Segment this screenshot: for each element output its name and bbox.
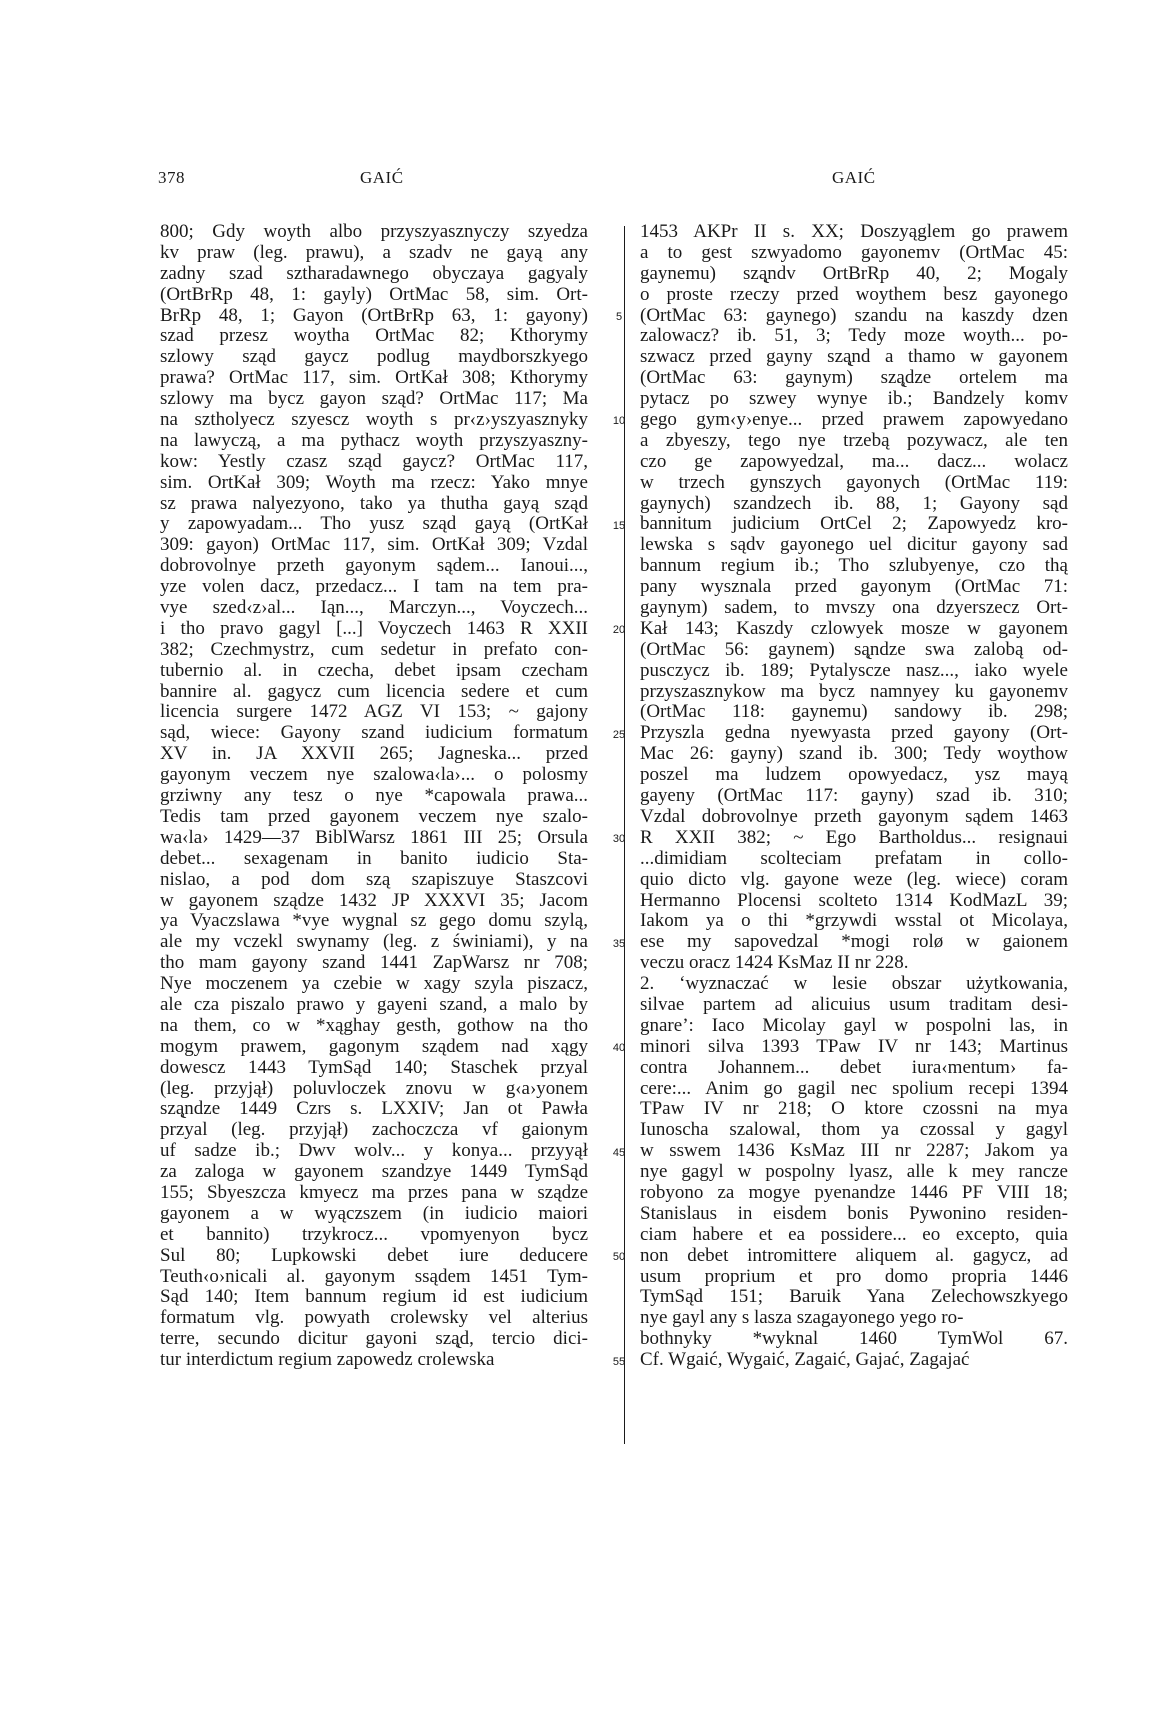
text-line: debet... sexagenam in banito iudicio Sta- — [160, 848, 588, 869]
text-line: prawa? OrtMac 117, sim. OrtKał 308; Kthorymy — [160, 368, 588, 389]
text-line: zadny szad sztharadawnego obyczaya gagyaly — [160, 263, 588, 284]
text-line: lewska s sądv gayonego uel dicitur gayony sad — [640, 535, 1068, 556]
text-line: ciam habere et ea possidere... eo excepto, quia — [640, 1224, 1068, 1245]
text-line: sim. OrtKał 309; Woyth ma rzecz: Yako mnye — [160, 472, 588, 493]
text-line: silvae partem ad alicuius usum traditam desi- — [640, 994, 1068, 1015]
text-line: 1453 AKPr II s. XX; Doszyąglem go prawem — [640, 222, 1068, 242]
text-line: XV in. JA XXVII 265; Jagneska... przed — [160, 744, 588, 765]
text-line: Mac 26: gayny) szand ib. 300; Tedy woythow — [640, 744, 1068, 765]
text-line: quio dicto vlg. gayone weze (leg. wiece) coram — [640, 869, 1068, 890]
text-line: uf sadze ib.; Dwv wolv... y konya... przyyął — [160, 1141, 588, 1162]
text-line: Hermanno Plocensi scolteto 1314 KodMazL 39; — [640, 890, 1068, 911]
text-line: Stanislaus in eisdem bonis Pywonino residen- — [640, 1203, 1068, 1224]
text-line: Kał 143; Kaszdy czlowyek mosze w gayonem — [640, 618, 1068, 639]
text-line: kow: Yestly czasz sząd gaycz? OrtMac 117, — [160, 451, 588, 472]
text-line: 155; Sbyeszcza kmyecz ma przes pana w sządze — [160, 1182, 588, 1203]
text-line: veczu oracz 1424 KsMaz II nr 228. — [640, 953, 909, 974]
text-line: ale cza piszalo prawo y gayeni szand, a malo by — [160, 994, 588, 1015]
text-line: szą̨ndze 1449 Czrs s. LXXIV; Jan ot Pawła — [160, 1099, 588, 1120]
text-line: Iakom ya o thi *grzywdi wsstal ot Micolaya, — [640, 911, 1068, 932]
text-line: licencia surgere 1472 AGZ VI 153; ~ gajony — [160, 702, 588, 723]
text-line: Sul 80; Lupkowski debet iure deducere — [160, 1245, 588, 1266]
right-column — [640, 222, 1068, 1371]
line-number: 5 — [615, 310, 623, 323]
text-line: bannum regium ib.; Tho szlubyenye, czo thą — [640, 556, 1068, 577]
text-line: cere:... Anim go gagil nec spolium recepi 1394 — [640, 1078, 1068, 1099]
text-line: ...dimidiam scolteciam prefatam in collo- — [640, 848, 1068, 869]
text-line: gaynym) sadem, to mvszy ona dzyerszecz Ort- — [640, 598, 1068, 619]
text-line: y zapowyadam... Tho yusz sząd gayą (OrtKał — [160, 514, 588, 535]
text-line: mogym prawem, gagonym sządem nad xągy — [160, 1036, 588, 1057]
text-line: i tho pravo gagyl [...] Voyczech 1463 R XXII — [160, 618, 588, 639]
text-line: TymSąd 151; Baruik Yana Zelechowszkyego — [640, 1287, 1068, 1308]
line-number: 55 — [612, 1355, 626, 1368]
text-line: zalowacz? ib. 51, 3; Tedy moze woyth... po- — [640, 326, 1068, 347]
running-head-left: GAIĆ — [360, 168, 404, 187]
text-line: tho mam gayony szand 1441 ZapWarsz nr 708; — [160, 953, 588, 974]
text-line: Cf. Wgaić, Wygaić, Zagaić, Gajać, Zagajać — [640, 1350, 970, 1371]
text-line: poszel ma ludzem opowyedacz, ysz mayą — [640, 765, 1068, 786]
text-line: tur interdictum regium zapowedz crolewska — [160, 1350, 495, 1371]
text-line: pany wysznala przed gayonym (OrtMac 71: — [640, 577, 1068, 598]
text-line: gayonem a w wyączszem (in iudicio maiori — [160, 1203, 588, 1224]
text-line: non debet intromittere aliquem al. gagycz, ad — [640, 1245, 1068, 1266]
text-line: pusczycz ib. 189; Pytalyscze nasz..., iako wyele — [640, 660, 1068, 681]
text-line: a to gest szwyadomo gayonemv (OrtMac 45: — [640, 242, 1068, 263]
line-number: 25 — [612, 728, 626, 741]
text-line: pytacz po szwey wynye ib.; Bandzely komv — [640, 389, 1068, 410]
text-line: kv praw (leg. prawu), a szadv ne gayą any — [160, 242, 588, 263]
text-line: dowescz 1443 TymSąd 140; Staschek przyal — [160, 1057, 588, 1078]
text-line: nye gayl any s lasza szagayonego yego ro- — [640, 1308, 964, 1329]
line-number: 45 — [612, 1146, 626, 1159]
text-line: 382; Czechmystrz, cum sedetur in prefato con- — [160, 639, 588, 660]
text-line: przyszasznykow ma bycz namnyey ku gayonemv — [640, 681, 1068, 702]
text-line: na lawyczą, a ma pythacz woyth przyszyaszny- — [160, 430, 588, 451]
text-line: robyono za mogye pyenandze 1446 PF VIII 18; — [640, 1182, 1068, 1203]
text-line: wa‹la› 1429—37 BiblWarsz 1861 III 25; Orsula — [160, 827, 588, 848]
left-column — [160, 222, 588, 1371]
text-line: gayonym veczem nye szalowa‹la›... o polosmy — [160, 765, 588, 786]
text-line: w gayonem sządze 1432 JP XXXVI 35; Jacom — [160, 890, 588, 911]
text-line: contra Johannem... debet iura‹mentum› fa- — [640, 1057, 1068, 1078]
text-line: Tedis tam przed gayonem veczem nye szalo- — [160, 806, 588, 827]
text-line: 2. ‘wyznaczać w lesie obszar użytkowania, — [640, 974, 1068, 995]
text-line: grziwny any tesz o nye *capowala prawa... — [160, 786, 588, 807]
text-line: gaynemu) szą̨ndv OrtBrRp 40, 2; Mogaly — [640, 263, 1068, 284]
line-number: 30 — [612, 833, 626, 846]
text-line: bannire al. gagycz cum licencia sedere et cum — [160, 681, 588, 702]
line-number: 40 — [612, 1042, 626, 1055]
text-line: minori silva 1393 TPaw IV nr 143; Martinus — [640, 1036, 1068, 1057]
text-line: Przyszla gedna nyewyasta przed gayony (Ort- — [640, 723, 1068, 744]
text-line: nye gagyl w pospolny lyasz, alle k mey rancze — [640, 1162, 1068, 1183]
text-line: usum proprium et pro domo propria 1446 — [640, 1266, 1068, 1287]
text-line: Vzdal dobrovolnye przeth gayonym sądem 1463 — [640, 806, 1068, 827]
text-line: o proste rzeczy przed woythem besz gayonego — [640, 284, 1068, 305]
text-line: Nye moczenem ya czebie w xagy szyla piszacz, — [160, 974, 588, 995]
text-line: Sąd 140; Item bannum regium id est iudicium — [160, 1287, 588, 1308]
text-line: za zaloga w gayonem szandzye 1449 TymSąd — [160, 1162, 588, 1183]
text-line: na them, co w *xąghay gesth, gothow na tho — [160, 1015, 588, 1036]
running-head-right: GAIĆ — [832, 168, 876, 187]
text-line: sąd, wiece: Gayony szand iudicium formatum — [160, 723, 588, 744]
text-line: R XXII 382; ~ Ego Bartholdus... resignaui — [640, 827, 1068, 848]
text-line: a zbyeszy, tego nye trzebą pozywacz, ale ten — [640, 430, 1068, 451]
text-line: ya Vyaczslawa *vye wygnal sz gego domu szylą, — [160, 911, 588, 932]
text-line: gnare’: Iaco Micolay gayl w pospolni las, in — [640, 1015, 1068, 1036]
text-line: ale my vczekl swynamy (leg. z świniami), y na — [160, 932, 588, 953]
text-line: bannitum judicium OrtCel 2; Zapowyedz kro- — [640, 514, 1068, 535]
text-line: tubernio al. in czecha, debet ipsam czecham — [160, 660, 588, 681]
text-line: gayeny (OrtMac 117: gayny) szad ib. 310; — [640, 786, 1068, 807]
text-line: BrRp 48, 1; Gayon (OrtBrRp 63, 1: gayony) — [160, 305, 588, 326]
text-line: formatum vlg. powyath crolewsky vel alterius — [160, 1308, 588, 1329]
text-line: szad przesz woytha OrtMac 82; Kthorymy — [160, 326, 588, 347]
text-line: przyal (leg. przyjął) zachoczcza vf gaionym — [160, 1120, 588, 1141]
text-line: dobrovolnye przeth gayonym sądem... Ianoui..., — [160, 556, 588, 577]
text-line: terre, secundo dicitur gayoni szą̨d, tercio dici- — [160, 1329, 588, 1350]
line-number: 10 — [612, 415, 626, 428]
text-line: (OrtBrRp 48, 1: gayly) OrtMac 58, sim. Ort- — [160, 284, 588, 305]
text-line: w trzech gynszych gayonych (OrtMac 119: — [640, 472, 1068, 493]
text-line: 800; Gdy woyth albo przyszyasznyczy szyedza — [160, 222, 588, 242]
text-line: yze volen dacz, przedacz... I tam na tem pra- — [160, 577, 588, 598]
text-line: (OrtMac 56: gaynem) są̨ndze swa zalobą od- — [640, 639, 1068, 660]
line-number: 20 — [612, 624, 626, 637]
line-number: 35 — [612, 937, 626, 950]
text-line: vye szed‹z›al... Iąn..., Marczyn..., Voyczech... — [160, 598, 588, 619]
text-line: w sswem 1436 KsMaz III nr 2287; Jakom ya — [640, 1141, 1068, 1162]
line-number: 50 — [612, 1251, 626, 1264]
page-number: 378 — [158, 168, 185, 187]
text-line: szlowy sząd gaycz podlug maydborszkyego — [160, 347, 588, 368]
text-line: na sztholyecz szyescz woyth s pr‹z›yszyasznyky — [160, 410, 588, 431]
text-line: TPaw IV nr 218; O ktore czossni na mya — [640, 1099, 1068, 1120]
text-line: czo ge zapowyedzal, ma... dacz... wolacz — [640, 451, 1068, 472]
text-line: szlowy ma bycz gayon sząd? OrtMac 117; Ma — [160, 389, 588, 410]
text-line: 309: gayon) OrtMac 117, sim. OrtKał 309; Vzdal — [160, 535, 588, 556]
text-line: et bannito) trzykrocz... vpomyenyon bycz — [160, 1224, 588, 1245]
text-line: bothnyky *wyknal 1460 TymWol 67. — [640, 1329, 1068, 1350]
text-line: nislao, a pod dom szą szapiszuye Staszcovi — [160, 869, 588, 890]
text-line: sz prawa nalyezyono, tako ya thutha gayą sząd — [160, 493, 588, 514]
text-line: szwacz przed gayny szą̨nd a thamo w gayonem — [640, 347, 1068, 368]
text-line: (OrtMac 118: gaynemu) sandowy ib. 298; — [640, 702, 1068, 723]
text-line: gego gym‹y›enye... przed prawem zapowyedano — [640, 410, 1068, 431]
text-line: (OrtMac 63: gaynym) szą̨dze ortelem ma — [640, 368, 1068, 389]
text-line: ese my sapovedzal *mogi rolø w gaionem — [640, 932, 1068, 953]
text-line: Iunoscha szalowal, thom ya czossal y gagyl — [640, 1120, 1068, 1141]
line-number: 15 — [612, 519, 626, 532]
text-line: (leg. przyjął) poluvloczek znovu w g‹a›yonem — [160, 1078, 588, 1099]
text-line: gaynych) szandzech ib. 88, 1; Gayony sąd — [640, 493, 1068, 514]
text-line: Teuth‹o›nicali al. gayonym ssądem 1451 Tym- — [160, 1266, 588, 1287]
text-line: (OrtMac 63: gaynego) szandu na kaszdy dzen — [640, 305, 1068, 326]
